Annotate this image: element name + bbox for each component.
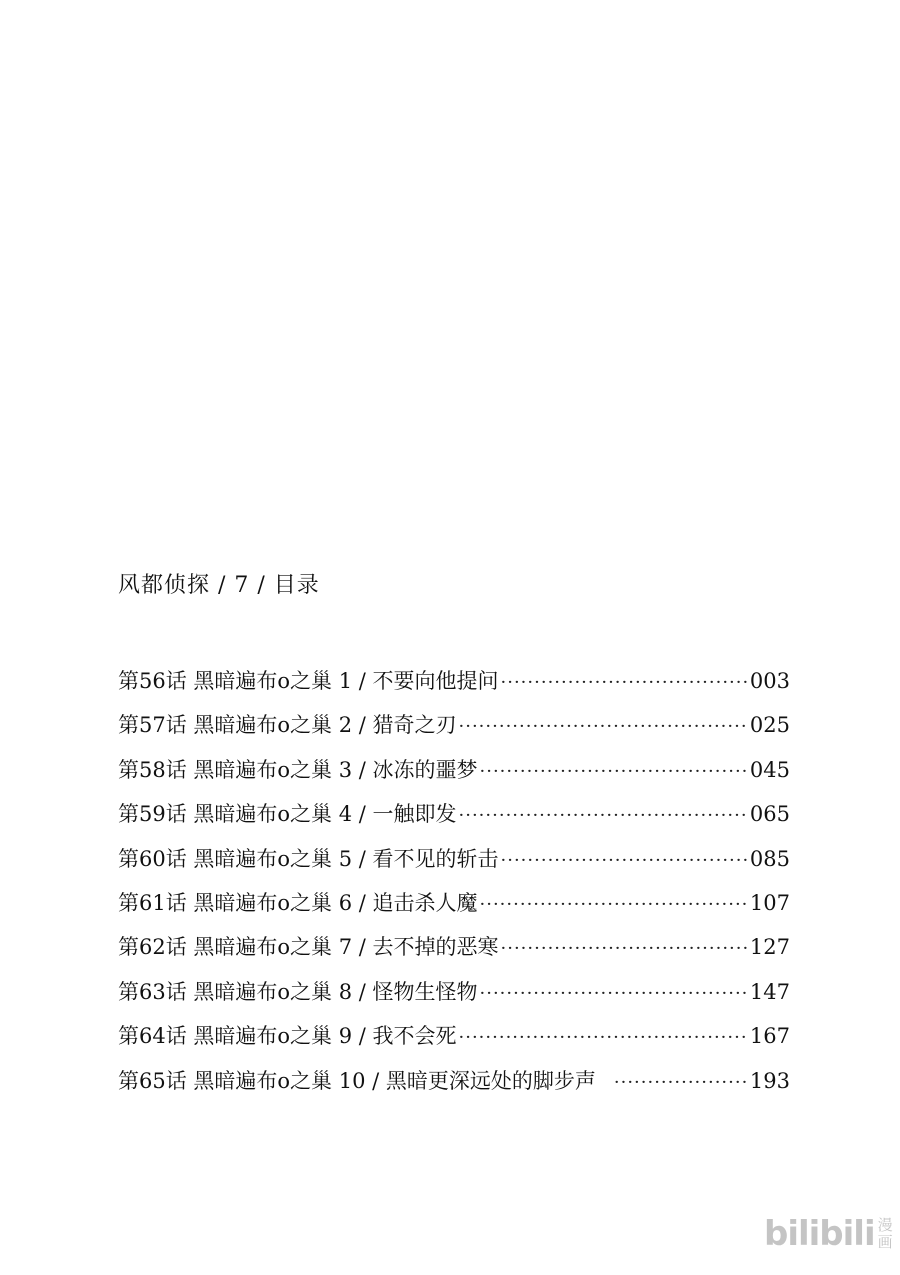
toc-dot-leader — [501, 846, 748, 876]
toc-entry-page: 193 — [749, 1068, 790, 1093]
toc-entry — [118, 1021, 790, 1065]
toc-entry — [118, 977, 790, 1021]
toc-entry-page: 107 — [749, 890, 790, 915]
toc-entry-title: 第59话 黑暗遍布o之巢 4 / 一触即发 — [118, 802, 457, 827]
toc-entry — [118, 844, 790, 888]
toc-entry-title: 第58话 黑暗遍布o之巢 3 / 冰冻的噩梦 — [118, 757, 478, 782]
toc-dot-leader — [480, 757, 748, 787]
toc-entry-page: 147 — [749, 979, 790, 1004]
toc-entry-title: 第65话 黑暗遍布o之巢 10 / 黑暗更深远处的脚步声 — [118, 1068, 596, 1093]
toc-entry-title: 第60话 黑暗遍布o之巢 5 / 看不见的斩击 — [118, 846, 499, 871]
toc-dot-leader — [614, 1068, 748, 1098]
bilibili-manga-watermark — [764, 1214, 893, 1254]
toc-dot-leader — [480, 890, 748, 920]
toc-dot-leader — [480, 979, 748, 1009]
toc-entry-title: 第56话 黑暗遍布o之巢 1 / 不要向他提问 — [118, 669, 499, 693]
manga-label-top: 漫 — [877, 1216, 893, 1234]
toc-entry-page: 127 — [749, 935, 790, 960]
toc-entry-page: 085 — [749, 846, 790, 871]
toc-entry — [118, 1066, 790, 1110]
toc-entry-page: 025 — [749, 713, 790, 738]
manga-label-bottom: 画 — [877, 1233, 893, 1251]
toc-entry-page: 167 — [749, 1024, 790, 1049]
toc-entry — [118, 666, 790, 710]
toc-dot-leader — [459, 712, 748, 742]
toc-entry-title: 第64话 黑暗遍布o之巢 9 / 我不会死 — [118, 1024, 457, 1049]
toc-entry-page: 003 — [749, 669, 790, 693]
toc-dot-leader — [501, 934, 748, 964]
toc-dot-leader — [459, 801, 748, 831]
toc-entry-page: 045 — [749, 757, 790, 782]
toc-entry — [118, 799, 790, 843]
toc-entry — [118, 888, 790, 932]
toc-dot-leader — [459, 1023, 748, 1053]
toc-entry — [118, 710, 790, 754]
toc-entry-title: 第57话 黑暗遍布o之巢 2 / 猎奇之刃 — [118, 713, 457, 738]
toc-entry — [118, 932, 790, 976]
bilibili-logo: bilibili — [764, 1214, 875, 1254]
toc-entry-title: 第63话 黑暗遍布o之巢 8 / 怪物生怪物 — [118, 979, 478, 1004]
manga-label — [878, 1217, 893, 1251]
toc-entry — [118, 755, 790, 799]
toc-heading: 风都侦探 / 7 / 目录 — [118, 573, 320, 598]
toc-entry-page: 065 — [749, 802, 790, 827]
toc-entry-title: 第61话 黑暗遍布o之巢 6 / 追击杀人魔 — [118, 890, 478, 915]
toc-list — [118, 666, 790, 1110]
toc-dot-leader — [501, 668, 748, 698]
toc-entry-title: 第62话 黑暗遍布o之巢 7 / 去不掉的恶寒 — [118, 935, 499, 960]
